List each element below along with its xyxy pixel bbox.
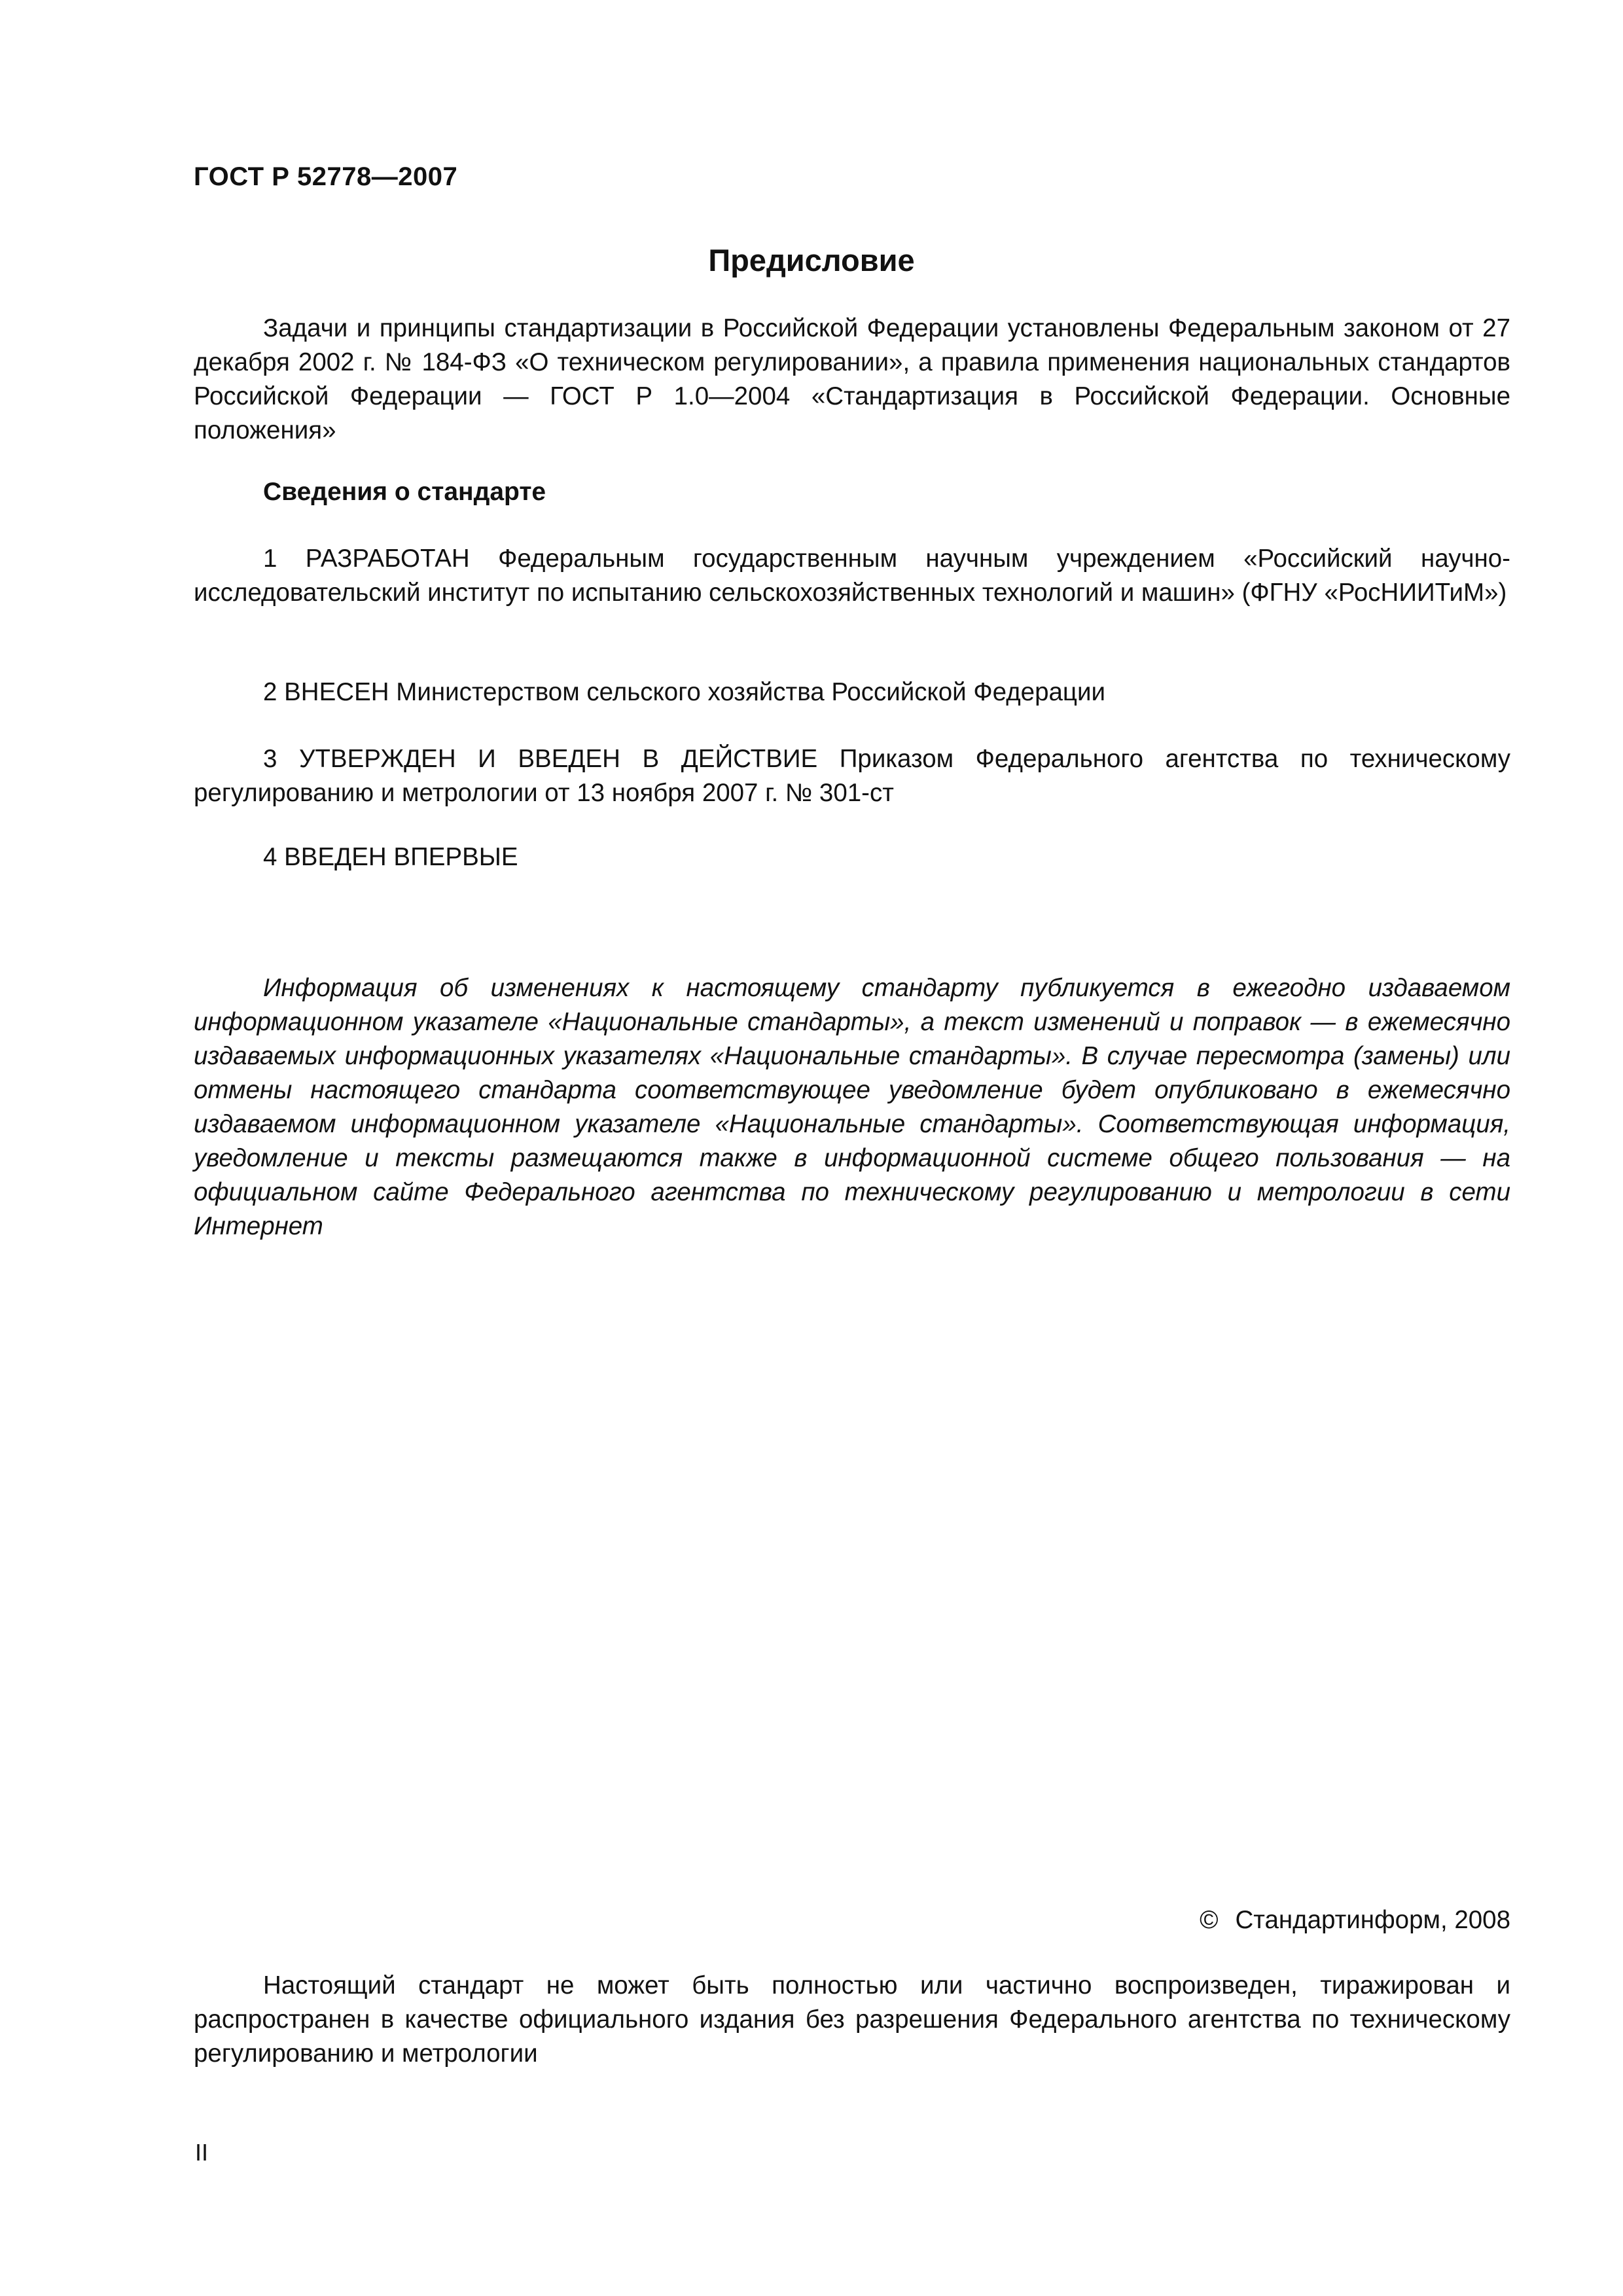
info-item-1: 1 РАЗРАБОТАН Федеральным государственным научным учреждением «Российский научно-исследовательский институт по испытанию сельскохозяйственных технологий и машин» (ФГНУ «РосНИИТиМ») <box>194 545 1510 607</box>
page-title: Предисловие <box>708 243 915 278</box>
info-item-3: 3 УТВЕРЖДЕН И ВВЕДЕН В ДЕЙСТВИЕ Приказом Федерального агентства по техническому регулированию и метрологии от 13 ноября 2007 г. № 301-ст <box>194 745 1510 807</box>
reproduction-notice: Настоящий стандарт не может быть полностью или частично воспроизведен, тиражирован и распространен в качестве официального издания без разрешения Федерального агентства по техническому регулированию и метрологии <box>194 1971 1510 2068</box>
standard-info-heading: Сведения о стандарте <box>263 478 546 506</box>
info-item-4: 4 ВВЕДЕН ВПЕРВЫЕ <box>263 843 518 871</box>
intro-paragraph: Задачи и принципы стандартизации в Российской Федерации установлены Федеральным законом от 27 декабря 2002 г. № 184-ФЗ «О техническом регулировании», а правила применения национальных стандартов Российской Федерации — ГОСТ Р 1.0—2004 «Стандартизация в Российской Федерации. Основные положения» <box>194 314 1510 444</box>
document-code: ГОСТ Р 52778—2007 <box>194 162 458 191</box>
copyright-line <box>1200 1906 1510 1935</box>
copyright-icon: © <box>1200 1906 1219 1934</box>
page-number: II <box>195 2139 209 2166</box>
copyright-text: Стандартинформ, 2008 <box>1235 1906 1510 1934</box>
changes-info-paragraph: Информация об изменениях к настоящему стандарту публикуется в ежегодно издаваемом информационном указателе «Национальные стандарты», а текст изменений и поправок — в ежемесячно издаваемых информационных указателях «Национальные стандарты». В случае пересмотра (замены) или отмены настоящего стандарта соответствующее уведомление будет опубликовано в ежемесячно издаваемом информационном указателе «Национальные стандарты». Соответствующая информация, уведомление и тексты размещаются также в информационной системе общего пользования — на официальном сайте Федерального агентства по техническому регулированию и метрологии в сети Интернет <box>194 974 1510 1240</box>
info-item-2: 2 ВНЕСЕН Министерством сельского хозяйства Российской Федерации <box>263 678 1105 706</box>
